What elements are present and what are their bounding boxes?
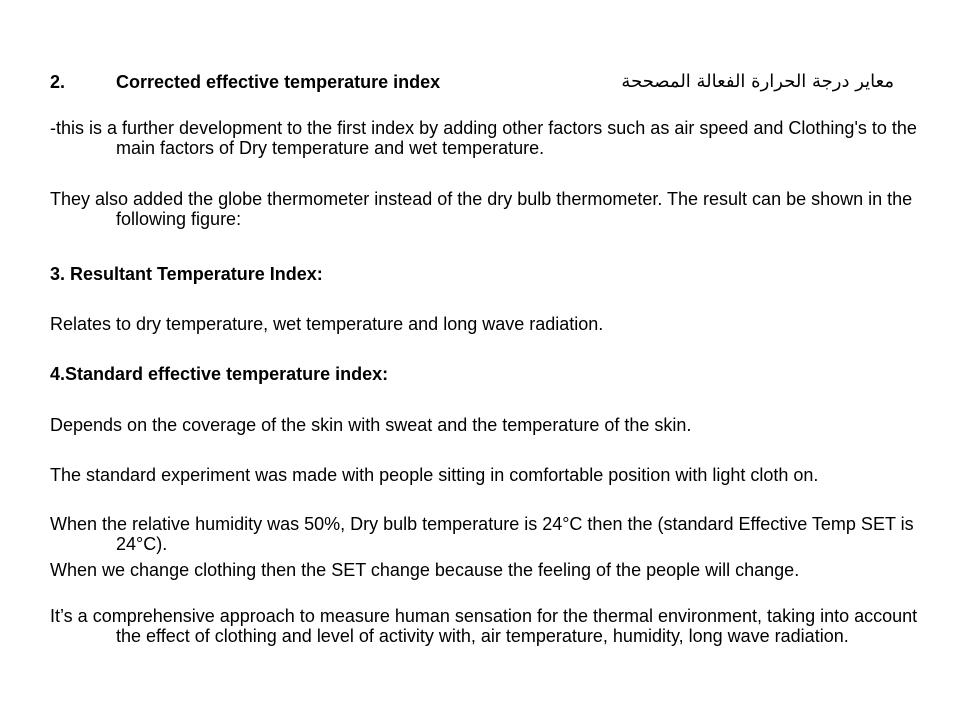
section-4-paragraph-4: When we change clothing then the SET change because the feeling of the people will change. [50,560,800,580]
section-4-title: 4.Standard effective temperature index: [50,364,389,384]
section-2-paragraph-2: They also added the globe thermometer instead of the dry bulb thermometer. The result can be shown in the following figure: [50,189,913,229]
section-2-arabic-title: معاير درجة الحرارة الفعالة المصححة [621,71,894,92]
section-3-title: 3. Resultant Temperature Index: [50,264,323,284]
section-2-heading [50,70,900,96]
section-4-paragraph-3: When the relative humidity was 50%, Dry bulb temperature is 24°C then the (standard Effective Temp SET is 24°C). [50,514,914,554]
section-4-paragraph-5: It’s a comprehensive approach to measure human sensation for the thermal environment, taking into account the effect of clothing and level of activity with, air temperature, humidity, long wave radiation. [50,606,918,646]
section-3-paragraph-1: Relates to dry temperature, wet temperature and long wave radiation. [50,314,604,334]
section-2-title: Corrected effective temperature index [116,72,441,92]
section-2-paragraph-1: -this is a further development to the first index by adding other factors such as air speed and Clothing's to the main factors of Dry temperature and wet temperature. [50,118,917,158]
section-4-paragraph-1: Depends on the coverage of the skin with sweat and the temperature of the skin. [50,415,692,435]
section-4-paragraph-2: The standard experiment was made with people sitting in comfortable position with light cloth on. [50,465,819,485]
section-2-number: 2. [50,72,66,92]
